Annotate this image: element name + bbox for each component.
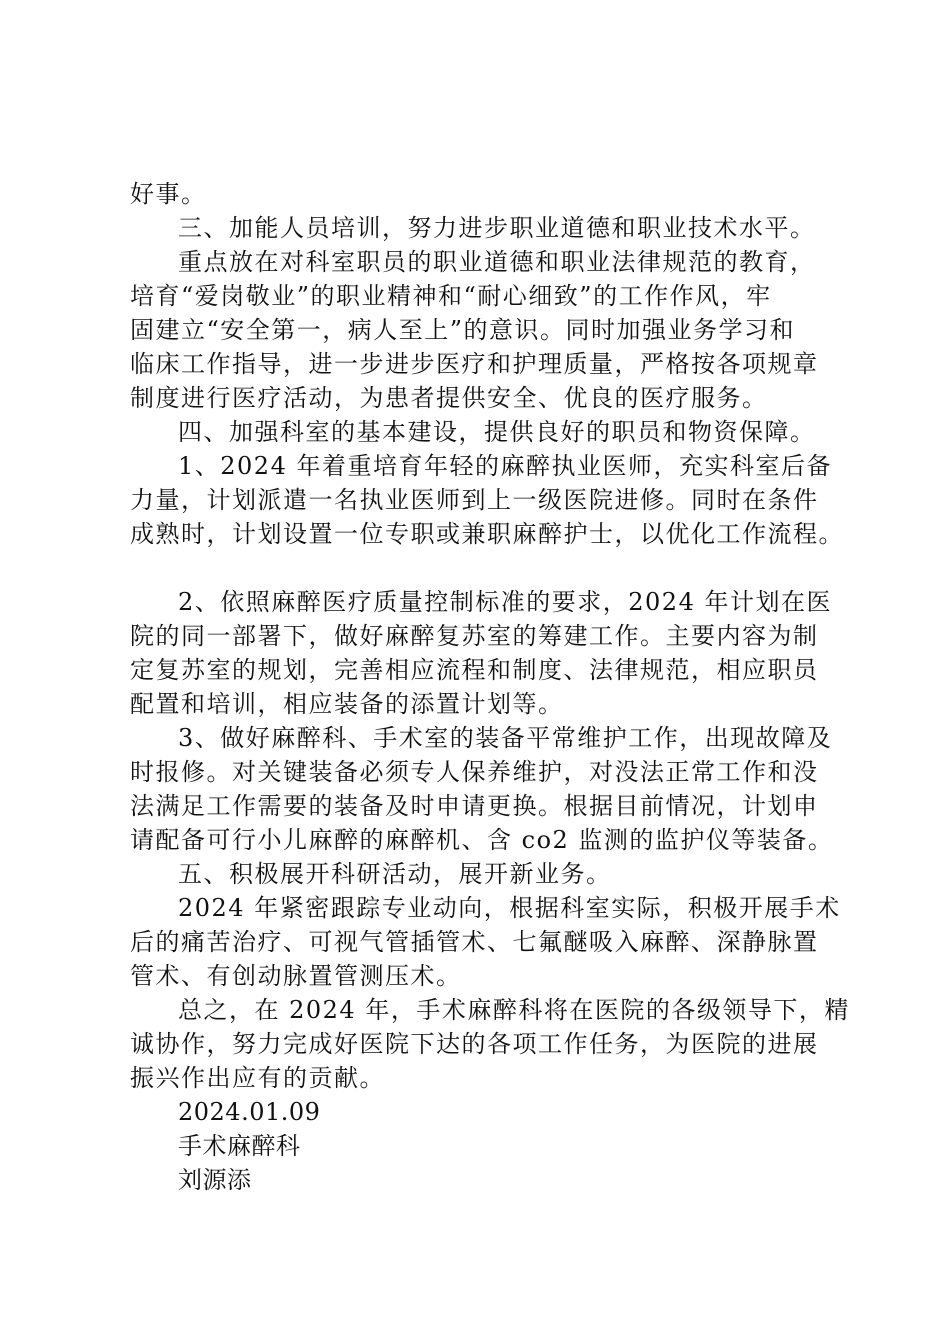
text-line: 2、依照麻醉医疗质量控制标准的要求，2024 年计划在医 xyxy=(178,588,832,616)
section-heading: 五、积极展开科研活动，展开新业务。 xyxy=(178,860,612,888)
text-line: 2024 年紧密跟踪专业动向，根据科室实际，积极开展手术 xyxy=(178,894,841,922)
text-line: 好事。 xyxy=(130,180,207,208)
text-line: 成熟时，计划设置一位专职或兼职麻醉护士，以优化工作流程。 xyxy=(130,520,844,548)
text-line: 请配备可行小儿麻醉的麻醉机、含 co2 监测的监护仪等装备。 xyxy=(130,826,834,854)
section-heading: 四、加强科室的基本建设，提供良好的职员和物资保障。 xyxy=(178,418,816,446)
text-line: 3、做好麻醉科、手术室的装备平常维护工作，出现故障及 xyxy=(178,724,833,752)
text-line: 制度进行医疗活动，为患者提供安全、优良的医疗服务。 xyxy=(130,384,768,412)
signature-date: 2024.01.09 xyxy=(178,1098,321,1126)
text-line: 临床工作指导，进一步进步医疗和护理质量，严格按各项规章 xyxy=(130,350,819,378)
text-line: 定复苏室的规划，完善相应流程和制度、法律规范，相应职员 xyxy=(130,656,819,684)
text-line: 诚协作，努力完成好医院下达的各项工作任务，为医院的进展 xyxy=(130,1030,819,1058)
text-line: 振兴作出应有的贡献。 xyxy=(130,1064,385,1092)
text-line: 重点放在对科室职员的职业道德和职业法律规范的教育， xyxy=(178,248,816,276)
text-line: 时报修。对关键装备必须专人保养维护，对没法正常工作和没 xyxy=(130,758,819,786)
text-line: 配置和培训，相应装备的添置计划等。 xyxy=(130,690,564,718)
text-line: 1、2024 年着重培育年轻的麻醉执业医师，充实科室后备 xyxy=(178,452,832,480)
text-line: 院的同一部署下，做好麻醉复苏室的筹建工作。主要内容为制 xyxy=(130,622,819,650)
text-line: 固建立“安全第一，病人至上”的意识。同时加强业务学习和 xyxy=(130,316,796,344)
text-line: 后的痛苦治疗、可视气管插管术、七氟醚吸入麻醉、深静脉置 xyxy=(130,928,819,956)
text-line: 力量，计划派遣一名执业医师到上一级医院进修。同时在条件 xyxy=(130,486,819,514)
signature-author: 刘源添 xyxy=(178,1166,252,1194)
text-line: 法满足工作需要的装备及时申请更换。根据目前情况，计划申 xyxy=(130,792,819,820)
section-heading: 三、加能人员培训，努力进步职业道德和职业技术水平。 xyxy=(178,214,816,242)
text-line: 总之，在 2024 年，手术麻醉科将在医院的各级领导下，精 xyxy=(178,996,850,1024)
text-line: 培育“爱岗敬业”的职业精神和“耐心细致”的工作作风，牢 xyxy=(130,282,772,310)
signature-department: 手术麻醉科 xyxy=(178,1132,301,1160)
text-line: 管术、有创动脉置管测压术。 xyxy=(130,962,462,990)
